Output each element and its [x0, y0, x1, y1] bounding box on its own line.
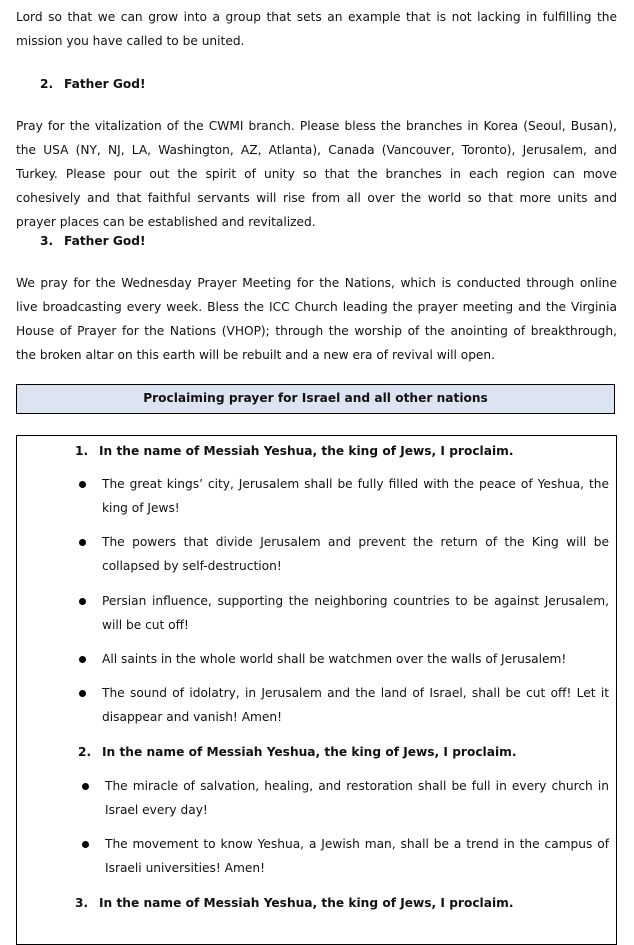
bullet-text: The movement to know Yeshua, a Jewish man, shall be a trend in the campus of Israeli universities! Amen! [105, 837, 609, 875]
bullet-text: All saints in the whole world shall be watchmen over the walls of Jerusalem! [102, 652, 567, 666]
bullet-text: The miracle of salvation, healing, and restoration shall be full in every church in Israel every day! [105, 779, 609, 817]
proclamation-bullet [105, 832, 609, 880]
prayer-number: 2. [40, 77, 54, 91]
proclaim-title: Proclaiming prayer for Israel and all other nations [143, 391, 488, 405]
bullet-icon [79, 539, 86, 546]
prayer-heading [40, 232, 146, 250]
proclamation-heading-text: In the name of Messiah Yeshua, the king of Jews, I proclaim. [99, 896, 514, 910]
proclamation-heading [75, 442, 513, 460]
bullet-icon [82, 841, 89, 848]
proclamation-bullet [102, 472, 609, 520]
prayer-heading-text: Father God! [64, 234, 146, 248]
proclamation-heading [78, 743, 516, 761]
prayer-number: 3. [40, 234, 54, 248]
bullet-text: The powers that divide Jerusalem and prevent the return of the King will be collapsed by self-destruction! [102, 535, 609, 573]
bullet-icon [79, 656, 86, 663]
proclamation-number: 2. [78, 745, 92, 759]
prayer-paragraph: We pray for the Wednesday Prayer Meeting for the Nations, which is conducted through online live broadcasting every week. Bless the ICC Church leading the prayer meeting and the Virginia House of Prayer for the Nations (VHOP); through the worship of the anointing of breakthrough, the broken altar on this earth will be rebuilt and a new era of revival will open. [16, 276, 617, 362]
proclamation-heading-text: In the name of Messiah Yeshua, the king of Jews, I proclaim. [102, 745, 517, 759]
proclamation-bullet [102, 647, 609, 671]
proclamation-bullet [102, 530, 609, 578]
prayer-paragraph: Pray for the vitalization of the CWMI branch. Please bless the branches in Korea (Seoul, Busan), the USA (NY, NJ, LA, Washington, AZ, Atlanta), Canada (Vancouver, Toronto), Jerusalem, and Turkey. Please pour out the spirit of unity so that the branches in each region can move cohesively and that faithful servants will rise from all over the world so that more units and prayer places can be established and revitalized. [16, 119, 617, 229]
bullet-text: Persian influence, supporting the neighboring countries to be against Jerusalem, will be cut off! [102, 594, 609, 632]
proclamation-number: 3. [75, 896, 89, 910]
bullet-icon [79, 598, 86, 605]
proclaim-title-box [16, 384, 615, 414]
bullet-text: The sound of idolatry, in Jerusalem and the land of Israel, shall be cut off! Let it disappear and vanish! Amen! [102, 686, 609, 724]
proclamation-bullet [102, 681, 609, 729]
prayer-heading-text: Father God! [64, 77, 146, 91]
intro-paragraph: Lord so that we can grow into a group that sets an example that is not lacking in fulfilling the mission you have called to be united. [16, 10, 617, 48]
bullet-icon [79, 690, 86, 697]
proclamation-number: 1. [75, 444, 89, 458]
prayer-heading [40, 75, 146, 93]
proclamation-box [16, 435, 617, 945]
proclamation-heading [75, 894, 513, 912]
bullet-icon [82, 783, 89, 790]
proclamation-bullet [105, 774, 609, 822]
bullet-icon [79, 481, 86, 488]
proclamation-bullet [102, 589, 609, 637]
proclamation-heading-text: In the name of Messiah Yeshua, the king of Jews, I proclaim. [99, 444, 514, 458]
bullet-text: The great kings’ city, Jerusalem shall be fully filled with the peace of Yeshua, the king of Jews! [102, 477, 609, 515]
